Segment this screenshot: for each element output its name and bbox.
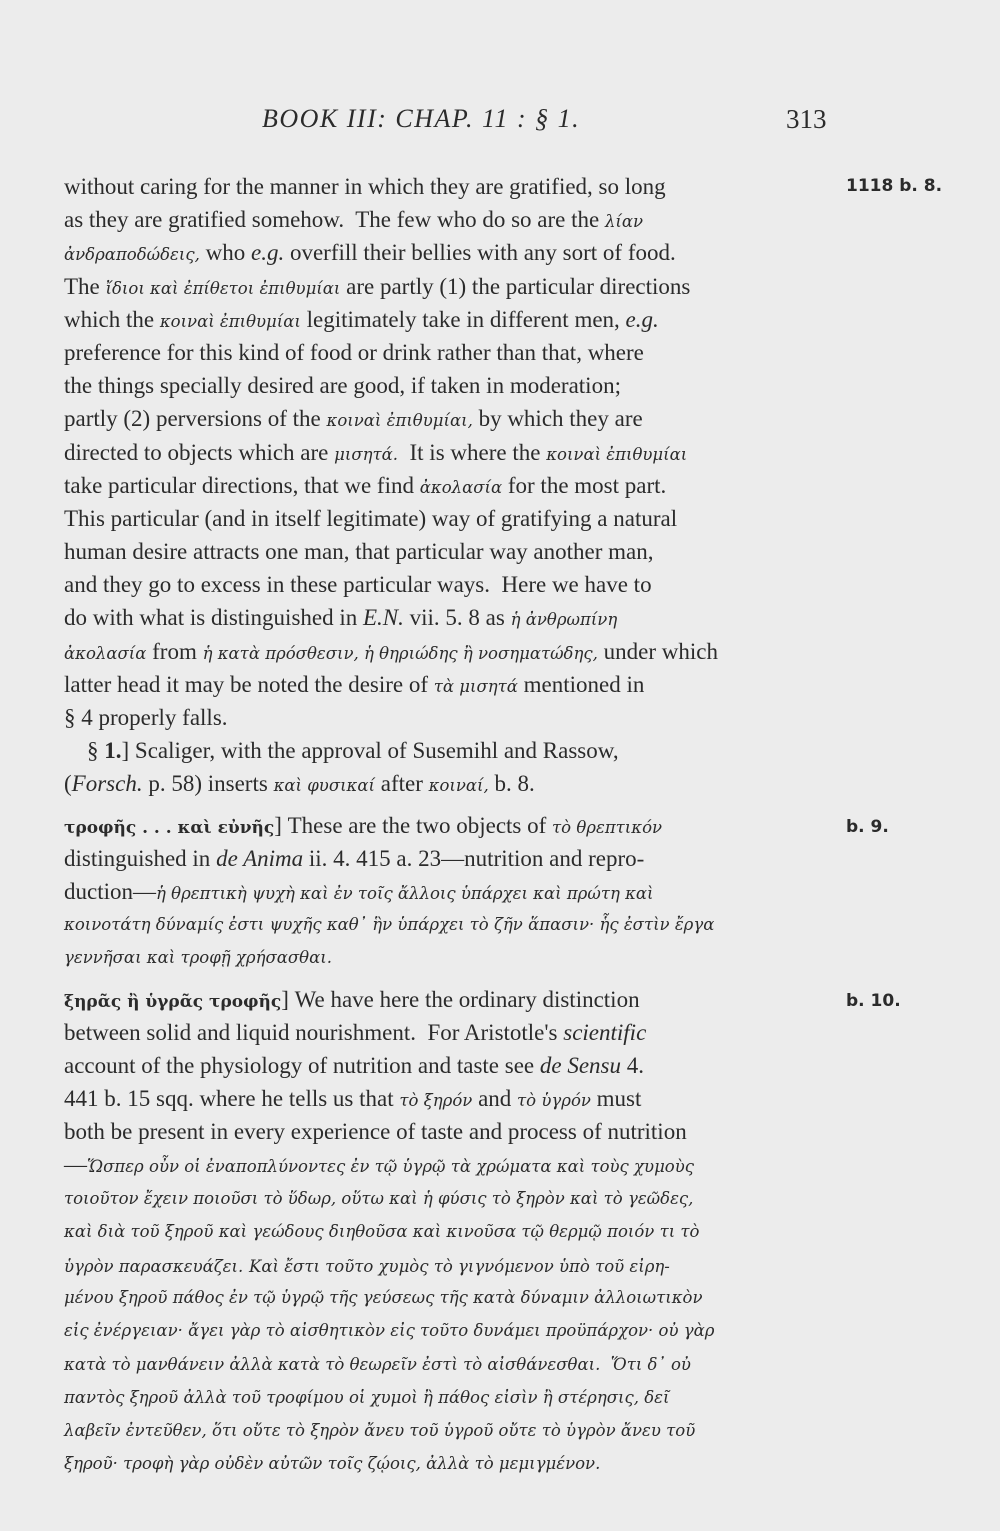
text-line [64, 303, 844, 336]
text-segment: account of the physiology of nutrition and taste see [64, 1052, 540, 1078]
text-segment: which the [64, 306, 160, 332]
text-line [64, 1215, 844, 1248]
italic-text: scientific [563, 1019, 647, 1045]
text-line [64, 170, 844, 203]
text-segment: legitimately take in different men, [300, 306, 626, 332]
text-line [64, 1447, 844, 1480]
text-line [64, 1314, 844, 1347]
greek-text: ὑγρὸν παρασκευάζει. [64, 1257, 244, 1276]
greek-text: κοιναί, [428, 776, 489, 796]
text-line [64, 668, 844, 701]
text-line [64, 1248, 844, 1281]
text-line [64, 875, 844, 908]
text-segment: do with what is distinguished in [64, 605, 363, 631]
margin-ref-b10: b. 10. [846, 991, 901, 1011]
margin-ref-b8: 1118 b. 8. [846, 176, 943, 196]
text-segment: after [375, 771, 429, 797]
text-segment: latter head it may be noted the desire of [64, 671, 434, 697]
text-segment: § [64, 738, 105, 764]
greek-text: ξηροῦ· τροφὴ γὰρ οὐδὲν αὐτῶν τοῖς ζῴοις, ἀλλὰ τὸ μεμιγμένον. [64, 1454, 601, 1474]
text-segment: ] Scaliger, with the approval of Susemihl and Rassow, [121, 738, 619, 764]
text-line [64, 701, 844, 734]
greek-text: μένου ξηροῦ πάθος ἐν τῷ ὑγρῷ τῆς γεύσεως τῆς κατὰ δύναμιν ἀλλοιωτικὸν [64, 1288, 703, 1308]
text-segment: mentioned in [517, 671, 645, 697]
text-segment: ii. 4. 415 a. 23—nutrition and repro- [303, 845, 645, 871]
text-segment: overfill their bellies with any sort of food. [284, 240, 676, 266]
italic-text: Forsch. [71, 771, 143, 797]
paragraph-trophes-note [64, 809, 844, 975]
greek-text: παντὸς ξηροῦ ἀλλὰ τοῦ τροφίμου οἱ χυμοὶ ἢ πάθος εἰσὶν ἢ στέρησις, δεῖ [64, 1387, 670, 1407]
text-segment: and they go to excess in these particular ways. Here we have to [64, 572, 652, 598]
text-segment: 441 b. 15 sqq. where he tells us that [64, 1086, 400, 1112]
text-segment: from [146, 638, 203, 664]
text-segment: for the most part. [502, 472, 667, 498]
text-segment: ( [64, 771, 72, 797]
text-segment: take particular directions, that we find [64, 472, 420, 498]
paragraph-commentary [64, 170, 844, 734]
text-line [64, 1115, 844, 1148]
text-segment: must [590, 1086, 642, 1112]
greek-text: κοινοτάτη δύναμίς ἐστι ψυχῆς καθ᾽ ἣν ὑπάρχει τὸ ζῆν ἅπασιν· ἧς ἐστὶν ἔργα [64, 915, 715, 935]
text-line [64, 983, 844, 1016]
greek-text: τὸ ὑγρόν [517, 1091, 591, 1111]
text-line [64, 402, 844, 435]
page-body [64, 170, 844, 1480]
greek-text: γεννῆσαι καὶ τροφῇ χρήσασθαι. [64, 948, 332, 968]
margin-ref-b9: b. 9. [846, 817, 889, 837]
greek-text: ἀκολασία [64, 643, 147, 663]
text-segment: directed to objects which are [64, 439, 335, 465]
text-line [64, 236, 844, 269]
greek-text: ἡ ἀνθρωπίνη [510, 610, 618, 630]
text-segment: partly (2) perversions of the [64, 406, 327, 432]
text-line [64, 369, 844, 402]
text-segment: ] We have here the ordinary distinction [281, 986, 640, 1012]
text-line [64, 1016, 844, 1049]
text-line [64, 502, 844, 535]
text-segment: who [199, 240, 251, 266]
section-number: 1. [104, 738, 122, 764]
text-line [64, 767, 844, 800]
text-segment: vii. 5. 8 as [403, 605, 511, 631]
greek-text: τὰ μισητά [433, 676, 518, 696]
greek-text: ἡ κατὰ πρόσθεσιν, ἡ θηριώδης ἢ νοσηματώδης, [202, 643, 598, 663]
greek-text: ἀνδραποδώδεις, [64, 245, 200, 265]
text-segment: by which they are [472, 406, 643, 432]
greek-text: τὸ θρεπτικόν [552, 817, 663, 837]
greek-text: κατὰ τὸ μανθάνειν ἀλλὰ κατὰ τὸ θεωρεῖν ἐστὶ τὸ αἰσθάνεσθαι. Ὅτι δ᾽ οὐ [64, 1354, 691, 1374]
text-segment: § 4 properly falls. [64, 705, 228, 730]
text-segment: This particular (and in itself legitimate) way of gratifying a natural [64, 505, 678, 531]
text-segment: ] These are the two objects of [274, 812, 553, 838]
text-segment: both be present in every experience of taste and process of nutrition [64, 1119, 687, 1145]
text-segment: duction— [64, 878, 156, 904]
greek-text: ἡ θρεπτικὴ ψυχὴ καὶ ἐν τοῖς ἄλλοις ὑπάρχει καὶ πρώτη καὶ [156, 883, 654, 903]
text-segment: between solid and liquid nourishment. For Aristotle's [64, 1019, 564, 1045]
greek-text: μισητά. [334, 444, 398, 464]
greek-text: εἰς ἐνέργειαν· ἄγει γὰρ τὸ αἰσθητικὸν εἰς τοῦτο δυνάμει προϋπάρχον· οὐ γὰρ [64, 1321, 715, 1341]
text-segment: p. 58) inserts [142, 771, 274, 797]
text-line [64, 908, 844, 941]
greek-text: κοιναὶ ἐπιθυμίαι [159, 311, 301, 331]
text-segment: as they are gratified somehow. The few who do so are the [64, 207, 605, 233]
text-segment: and [472, 1086, 518, 1112]
greek-text: τὸ ξηρόν [399, 1091, 473, 1111]
text-segment: under which [597, 638, 718, 664]
text-segment: distinguished in [64, 845, 217, 871]
greek-text: λαβεῖν ἐντεῦθεν, ὅτι οὔτε τὸ ξηρὸν ἄνευ τοῦ ὑγροῦ οὔτε τὸ ὑγρὸν ἄνευ τοῦ [64, 1420, 696, 1440]
text-line [64, 809, 844, 842]
text-line [64, 734, 844, 767]
text-line [64, 203, 844, 236]
text-line [64, 842, 844, 875]
greek-text: λίαν [604, 212, 644, 232]
text-line [64, 601, 844, 634]
text-line [64, 568, 844, 601]
italic-text: e.g. [625, 306, 659, 332]
lemma-heading: ξηρᾶς ἢ ὑγρᾶς τροφῆς [64, 991, 282, 1012]
page-header [0, 104, 1000, 144]
paragraph-xeras-note [64, 983, 844, 1481]
text-line [64, 270, 844, 303]
text-segment: It is where the [398, 439, 547, 465]
running-title: BOOK III: CHAP. 11 : § 1. [262, 104, 581, 133]
text-line [64, 1148, 844, 1181]
text-segment: preference for this kind of food or drink rather than that, where [64, 339, 644, 365]
text-line [64, 336, 844, 369]
text-segment: b. 8. [488, 771, 535, 797]
text-segment: are partly (1) the particular directions [340, 273, 691, 299]
text-segment: — [64, 1152, 87, 1178]
paragraph-scaliger-note [64, 734, 844, 800]
text-segment: the things specially desired are good, if taken in moderation; [64, 373, 621, 399]
text-line [64, 535, 844, 568]
text-line [64, 436, 844, 469]
italic-text: e.g. [250, 240, 285, 266]
lemma-heading: τροφῆς . . . καὶ εὐνῆς [64, 817, 275, 838]
page-number: 313 [786, 104, 827, 134]
text-line [64, 1348, 844, 1381]
greek-text: κοιναὶ ἐπιθυμίαι, [326, 411, 473, 431]
greek-text: Ὥσπερ οὖν οἱ ἐναποπλύνοντες ἐν τῷ ὑγρῷ τὰ χρώματα καὶ τοὺς χυμοὺς [87, 1157, 695, 1177]
text-segment: The [64, 273, 106, 299]
text-line [64, 1182, 844, 1215]
text-segment: human desire attracts one man, that particular way another man, [64, 539, 654, 565]
greek-text: Καὶ ἔστι τοῦτο χυμὸς τὸ γιγνόμενον ὑπὸ τοῦ εἰρη- [249, 1257, 670, 1276]
greek-text: καὶ φυσικαί [273, 776, 375, 796]
text-line [64, 941, 844, 974]
text-line [64, 1381, 844, 1414]
text-line [64, 1414, 844, 1447]
text-line [64, 1281, 844, 1314]
text-line [64, 635, 844, 668]
text-line [64, 1082, 844, 1115]
greek-text: ἀκολασία [419, 477, 503, 497]
italic-text: E.N. [363, 605, 404, 631]
text-segment: 4. [620, 1052, 644, 1078]
text-line [64, 1049, 844, 1082]
text-segment: without caring for the manner in which they are gratified, so long [64, 174, 666, 199]
greek-text: κοιναὶ ἐπιθυμίαι [546, 444, 688, 464]
italic-text: de Anima [216, 845, 304, 871]
greek-text: καὶ διὰ τοῦ ξηροῦ καὶ γεώδους διηθοῦσα καὶ κινοῦσα τῷ θερμῷ ποιόν τι τὸ [64, 1221, 700, 1241]
italic-text: de Sensu [539, 1052, 621, 1078]
greek-text: ἴδιοι καὶ ἐπίθετοι ἐπιθυμίαι [105, 278, 341, 298]
text-line [64, 469, 844, 502]
greek-text: τοιοῦτον ἔχειν ποιοῦσι τὸ ὕδωρ, οὕτω καὶ ἡ φύσις τὸ ξηρὸν καὶ τὸ γεῶδες, [64, 1188, 694, 1208]
